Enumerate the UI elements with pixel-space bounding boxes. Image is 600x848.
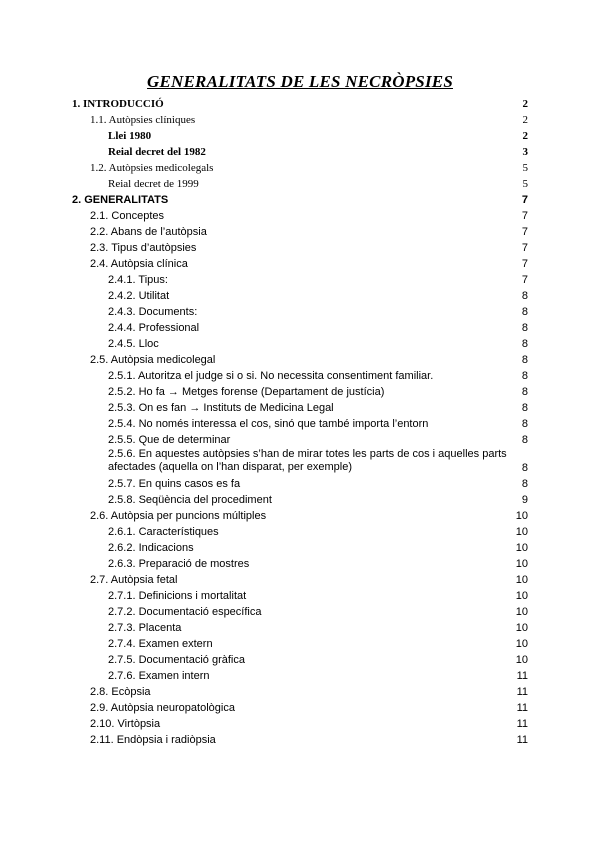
toc-entry-page: 7 — [521, 274, 528, 286]
toc-entry[interactable] — [0, 258, 600, 272]
toc-entry[interactable] — [0, 590, 600, 604]
toc-entry-label: 2.5.8. Seqüència del procediment — [108, 494, 272, 506]
toc-entry-label: 2.3. Tipus d’autòpsies — [90, 242, 197, 254]
toc-entry-page: 11 — [516, 670, 528, 682]
toc-entry-page: 10 — [515, 510, 528, 522]
toc-entry-label: 2.7.3. Placenta — [108, 622, 182, 634]
toc-entry-page: 8 — [521, 306, 528, 318]
toc-entry[interactable] — [0, 670, 600, 684]
toc-entry-label: 2.7.1. Definicions i mortalitat — [108, 590, 247, 602]
toc-entry-label: 2.7. Autòpsia fetal — [90, 574, 178, 586]
toc-entry[interactable] — [0, 226, 600, 240]
toc-entry-page: 7 — [521, 210, 528, 222]
toc-entry[interactable] — [0, 98, 600, 112]
toc-entry-page: 8 — [521, 370, 528, 382]
toc-entry-page: 10 — [515, 542, 528, 554]
toc-entry-label: Llei 1980 — [108, 130, 152, 142]
toc-entry-page: 2 — [522, 98, 528, 110]
toc-entry-label: 2.2. Abans de l’autòpsia — [90, 226, 207, 238]
toc-entry-label: 2.1. Conceptes — [90, 210, 164, 222]
toc-entry-label: 2.6.3. Preparació de mostres — [108, 558, 250, 570]
toc-entry[interactable] — [0, 194, 600, 208]
toc-entry-page: 7 — [521, 258, 528, 270]
toc-entry-label: 2.4.5. Lloc — [108, 338, 159, 350]
toc-entry-page: 8 — [521, 418, 528, 430]
toc-entry-label: 2.7.4. Examen extern — [108, 638, 213, 650]
toc-entry-page: 7 — [521, 242, 528, 254]
toc-entry[interactable] — [0, 606, 600, 620]
toc-entry[interactable] — [0, 242, 600, 256]
document-title: GENERALITATS DE LES NECRÒPSIES — [147, 72, 453, 91]
toc-entry[interactable] — [0, 734, 600, 748]
toc-entry-label: 2.10. Virtòpsia — [90, 718, 161, 730]
toc-entry-page: 11 — [516, 686, 528, 698]
toc-entry[interactable] — [0, 338, 600, 352]
toc-entry-page: 10 — [515, 574, 528, 586]
toc-entry[interactable] — [0, 114, 600, 128]
toc-entry[interactable] — [0, 178, 600, 192]
toc-entry-page: 10 — [515, 638, 528, 650]
toc-entry[interactable] — [0, 290, 600, 304]
toc-entry[interactable] — [0, 130, 600, 144]
toc-entry-page: 10 — [515, 526, 528, 538]
toc-entry-page: 10 — [515, 622, 528, 634]
toc-entry-page: 9 — [521, 494, 528, 506]
toc-entry-label: 2.5.1. Autoritza el judge si o si. No necessita consentiment familiar. — [108, 370, 434, 382]
toc-entry-label: 2.8. Ecòpsia — [90, 686, 151, 698]
toc-entry-page: 5 — [522, 178, 528, 190]
toc-entry-label: 2.4.3. Documents: — [108, 306, 198, 318]
toc-entry-label: 2.7.6. Examen intern — [108, 670, 210, 682]
toc-entry[interactable] — [0, 478, 600, 492]
toc-entry-label: 2.5. Autòpsia medicolegal — [90, 354, 216, 366]
toc-entry-page: 8 — [521, 386, 528, 398]
toc-entry[interactable] — [0, 448, 600, 478]
toc-entry-label: 2.7.2. Documentació específica — [108, 606, 262, 618]
toc-entry-label: 2.5.7. En quins casos es fa — [108, 478, 241, 490]
toc-entry-label: 2.5.4. No només interessa el cos, sinó que també importa l’entorn — [108, 418, 429, 430]
toc-entry-label: 2.11. Endòpsia i radiòpsia — [90, 734, 216, 746]
toc-entry-page: 8 — [521, 322, 528, 334]
toc-entry-page: 8 — [521, 354, 528, 366]
toc-entry[interactable] — [0, 274, 600, 288]
toc-entry[interactable] — [0, 686, 600, 700]
toc-entry-page: 8 — [521, 402, 528, 414]
toc-entry-page: 8 — [521, 434, 528, 446]
toc-entry-label: 2.5.2. Ho fa → Metges forense (Departament de justícia) — [108, 386, 385, 398]
toc-entry-page: 7 — [521, 194, 528, 206]
toc-entry-page: 2 — [522, 130, 528, 142]
toc-entry-label: 2.5.5. Que de determinar — [108, 434, 231, 446]
toc-entry-page: 8 — [521, 290, 528, 302]
toc-entry-label: 2.9. Autòpsia neuropatològica — [90, 702, 235, 714]
toc-entry[interactable] — [0, 210, 600, 224]
toc-entry-label: 2.7.5. Documentació gràfica — [108, 654, 245, 666]
toc-entry-page: 10 — [515, 606, 528, 618]
toc-entry-label: 2.4.2. Utilitat — [108, 290, 170, 302]
toc-entry-label: 2.4.4. Professional — [108, 322, 200, 334]
toc-entry[interactable] — [0, 526, 600, 540]
toc-entry-page: 8 — [521, 338, 528, 350]
toc-entry-label: 2.6. Autòpsia per puncions múltiples — [90, 510, 267, 522]
toc-entry[interactable] — [0, 574, 600, 588]
toc-entry[interactable] — [0, 510, 600, 524]
toc-entry[interactable] — [0, 558, 600, 572]
toc-entry[interactable] — [0, 702, 600, 716]
toc-entry-label: 2.6.1. Característiques — [108, 526, 219, 538]
toc-entry-page: 7 — [521, 226, 528, 238]
toc-entry[interactable] — [0, 654, 600, 668]
toc-entry-label: 2.5.6. En aquestes autòpsies s’han de mirar totes les parts de cos i aquelles parts afectades (aquella on l’han disparat, per exemple) — [108, 448, 507, 473]
toc-entry-label: 1.2. Autòpsies medicolegals — [90, 162, 214, 174]
toc-entry[interactable] — [0, 370, 600, 384]
toc-entry[interactable] — [0, 322, 600, 336]
toc-entry[interactable] — [0, 418, 600, 432]
toc-entry-label: 2.4.1. Tipus: — [108, 274, 168, 286]
toc-entry-page: 8 — [521, 478, 528, 490]
toc-entry[interactable] — [0, 718, 600, 732]
toc-entry-page: 3 — [522, 146, 528, 158]
toc-entry-page: 10 — [515, 654, 528, 666]
toc-entry-label: 2.4. Autòpsia clínica — [90, 258, 188, 270]
toc-entry[interactable] — [0, 354, 600, 368]
toc-entry[interactable] — [0, 434, 600, 448]
toc-entry-label: 2.6.2. Indicacions — [108, 542, 194, 554]
toc-entry[interactable] — [0, 494, 600, 508]
toc-entry-label: 1. INTRODUCCIÓ — [72, 98, 164, 110]
toc-entry-page: 11 — [516, 702, 528, 714]
toc-entry-label: 1.1. Autòpsies clíniques — [90, 114, 196, 126]
toc-entry-page: 11 — [516, 734, 528, 746]
toc-entry[interactable] — [0, 402, 600, 416]
toc-entry-page: 2 — [522, 114, 528, 126]
toc-entry[interactable] — [0, 638, 600, 652]
toc-entry[interactable] — [0, 306, 600, 320]
toc-entry[interactable] — [0, 162, 600, 176]
toc-entry-page: 11 — [516, 718, 528, 730]
toc-entry-label: 2.5.3. On es fan → Instituts de Medicina Legal — [108, 402, 334, 414]
toc-entry-label: Reial decret del 1982 — [108, 146, 206, 158]
toc-entry[interactable] — [0, 386, 600, 400]
toc-entry-page: 10 — [515, 558, 528, 570]
toc-entry-label: 2. GENERALITATS — [72, 194, 169, 206]
toc-entry[interactable] — [0, 622, 600, 636]
toc-entry-page: 5 — [522, 162, 528, 174]
toc-entry-label: Reial decret de 1999 — [108, 178, 199, 190]
toc-entry-page: 10 — [515, 590, 528, 602]
toc-entry[interactable] — [0, 146, 600, 160]
toc-entry[interactable] — [0, 542, 600, 556]
toc-entry-page: 8 — [521, 462, 528, 474]
